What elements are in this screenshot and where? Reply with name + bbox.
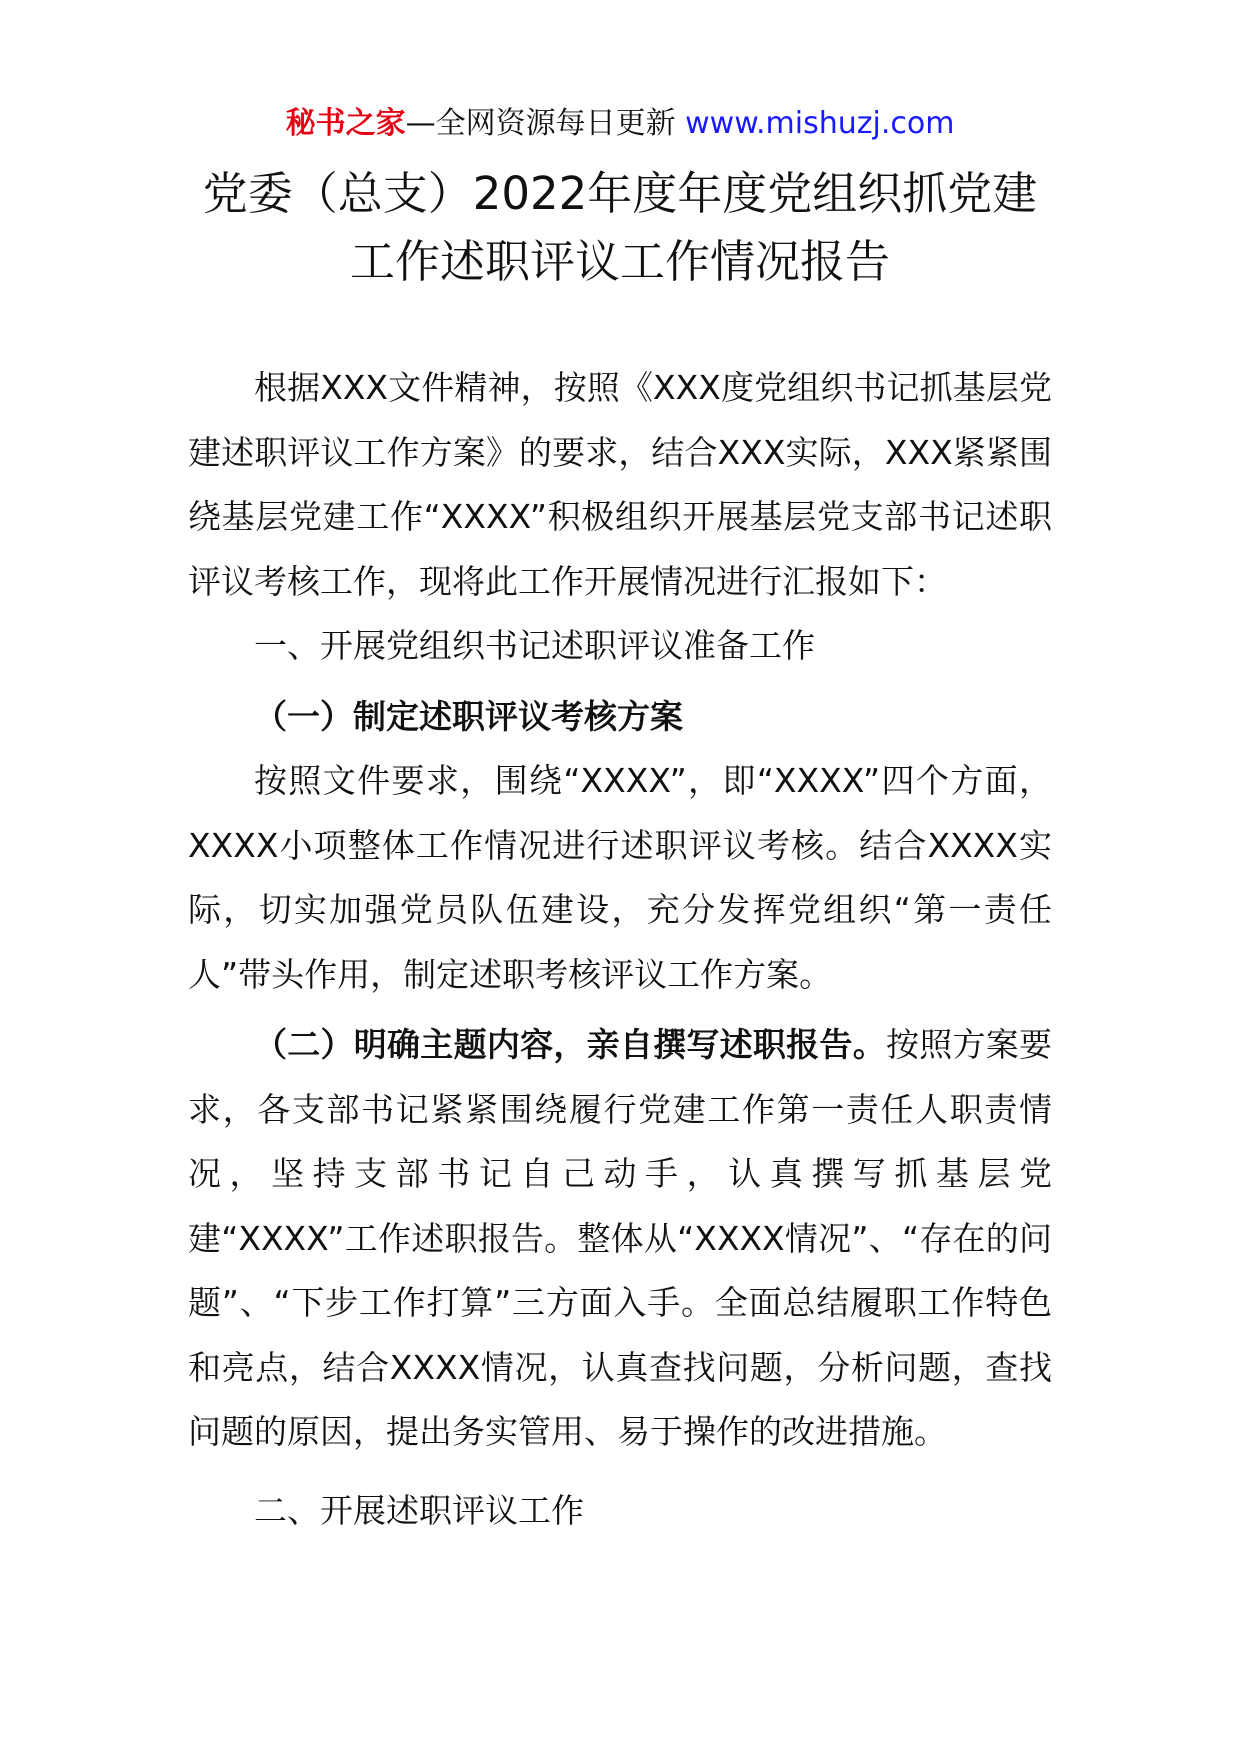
subsection-1-heading: （一）制定述职评议考核方案 (254, 696, 683, 736)
intro-paragraph: 根据XXX文件精神，按照《XXX度党组织书记抓基层党建述职评议工作方案》的要求，结合XXX实际，XXX紧紧围绕基层党建工作“XXXX”积极组织开展基层党支部书记述职评议考核工作，现将此工作开展情况进行汇报如下： (188, 368, 1052, 601)
subsection-1-paragraph: 按照文件要求，围绕“XXXX”，即“XXXX”四个方面，XXXX小项整体工作情况进行述职评议考核。结合XXXX实际，切实加强党员队伍建设，充分发挥党组织“第一责任人”带头作用，制定述职考核评议工作方案。 (188, 761, 1052, 994)
watermark-header (0, 104, 1240, 144)
subsection-2-heading: （二）明确主题内容，亲自撰写述职报告。 (254, 1025, 886, 1064)
brand-name: 秘书之家 (285, 106, 406, 141)
document-title (180, 160, 1060, 296)
section-2-heading: 二、开展述职评议工作 (254, 1490, 584, 1530)
subsection-2-paragraph (188, 1013, 1052, 1465)
site-url-link[interactable]: www.mishuzj.com (685, 106, 955, 141)
header-tagline: —全网资源每日更新 (405, 106, 686, 141)
subsection-2-text: 按照方案要求，各支部书记紧紧围绕履行党建工作第一责任人职责情况，坚持支部书记自己动手，认真撰写抓基层党建“XXXX”工作述职报告。整体从“XXXX情况”、“存在的问题”、“下步工作打算”三方面入手。全面总结履职工作特色和亮点，结合XXXX情况，认真查找问题，分析问题，查找问题的原因，提出务实管用、易于操作的改进措施。 (188, 1025, 1053, 1451)
title-line-2: 工作述职评议工作情况报告 (349, 235, 890, 288)
document-body (188, 356, 1052, 1543)
title-line-1: 党委（总支）2022年度年度党组织抓党建 (202, 167, 1038, 220)
section-1-heading: 一、开展党组织书记述职评议准备工作 (254, 626, 815, 665)
